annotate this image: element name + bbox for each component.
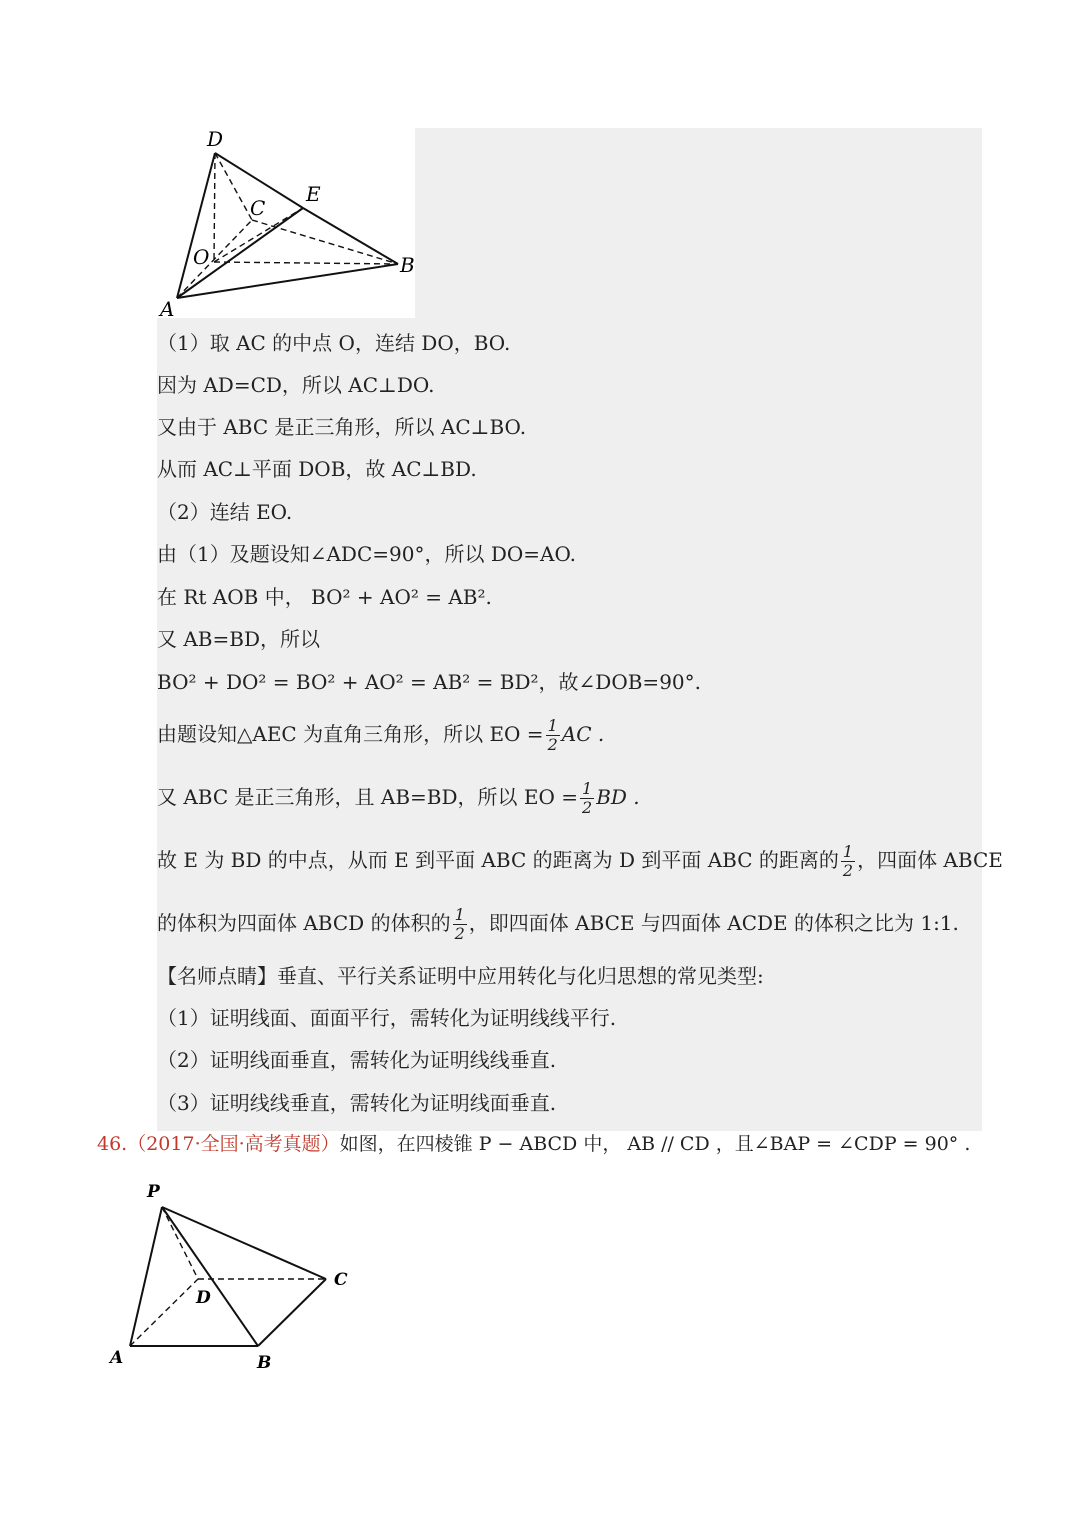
fraction-denominator: 2 [454, 924, 465, 943]
line-12-tail: ，四面体 ABCE [857, 848, 1003, 872]
fraction-numerator: 1 [842, 842, 854, 861]
tip-item-2: （2）证明线面垂直，需转化为证明线线垂直. [157, 1048, 557, 1072]
fraction-denominator: 2 [547, 735, 558, 754]
line-11-text: 又 ABC 是正三角形，且 AB=BD，所以 EO = [157, 785, 578, 809]
solution-line-6: 由（1）及题设知∠ADC=90°，所以 DO=AO. [157, 542, 577, 566]
line-11-tail: BD . [596, 785, 640, 809]
line-13-text: 的体积为四面体 ABCD 的体积的 [157, 911, 451, 935]
fraction-half [580, 780, 594, 817]
label-B: B [257, 1353, 272, 1373]
label-D: D [207, 127, 224, 151]
label-A: A [110, 1348, 124, 1368]
solution-line-8: 又 AB=BD，所以 [157, 627, 320, 651]
fraction-half [453, 906, 467, 943]
label-C: C [334, 1270, 348, 1290]
solution-line-5: （2）连结 EO. [157, 500, 293, 524]
fraction-numerator: 1 [547, 716, 558, 735]
solution-line-13 [157, 899, 959, 947]
line-10-tail: AC . [561, 722, 605, 746]
label-A: A [160, 297, 175, 321]
label-B: B [400, 253, 415, 277]
solution-line-1: （1）取 AC 的中点 O，连结 DO，BO. [157, 331, 511, 355]
solution-line-3: 又由于 ABC 是正三角形，所以 AC⊥BO. [157, 415, 527, 439]
line-10-text: 由题设知△AEC 为直角三角形，所以 EO = [157, 722, 544, 746]
question-number: 46. [97, 1133, 128, 1155]
tip-heading: 【名师点睛】垂直、平行关系证明中应用转化与化归思想的常见类型: [157, 964, 764, 988]
fraction-denominator: 2 [842, 861, 854, 880]
solution-line-9: BO² + DO² = BO² + AO² = AB² = BD²，故∠DOB=90°. [157, 670, 701, 694]
fraction-numerator: 1 [582, 779, 593, 798]
tetrahedron-figure [157, 127, 417, 321]
question-46 [97, 1131, 970, 1157]
question-text: 如图，在四棱锥 P − ABCD 中， AB // CD ，且∠BAP = ∠CDP = 90° . [339, 1133, 971, 1155]
label-P: P [147, 1182, 160, 1202]
label-D: D [196, 1288, 211, 1308]
line-12-text: 故 E 为 BD 的中点，从而 E 到平面 ABC 的距离为 D 到平面 ABC 的距离的 [157, 848, 839, 872]
label-C: C [250, 196, 266, 220]
label-E: E [306, 182, 321, 206]
tip-item-3: （3）证明线线垂直，需转化为证明线面垂直. [157, 1091, 557, 1115]
line-13-tail: ，即四面体 ABCE 与四面体 ACDE 的体积之比为 1:1. [468, 911, 959, 935]
fraction-numerator: 1 [454, 905, 465, 924]
solution-line-4: 从而 AC⊥平面 DOB，故 AC⊥BD. [157, 457, 477, 481]
solution-line-2: 因为 AD=CD，所以 AC⊥DO. [157, 373, 435, 397]
fraction-half [546, 717, 560, 754]
solution-line-11 [157, 773, 640, 821]
fraction-denominator: 2 [582, 798, 593, 817]
pyramid-figure [100, 1175, 360, 1375]
fraction-half [841, 843, 855, 880]
solution-line-12 [157, 836, 1003, 884]
label-O: O [193, 245, 210, 269]
solution-line-7: 在 Rt AOB 中， BO² + AO² = AB². [157, 585, 492, 609]
tip-item-1: （1）证明线面、面面平行，需转化为证明线线平行. [157, 1006, 617, 1030]
question-source: （2017·全国·高考真题） [127, 1133, 340, 1155]
solution-line-10 [157, 710, 604, 758]
